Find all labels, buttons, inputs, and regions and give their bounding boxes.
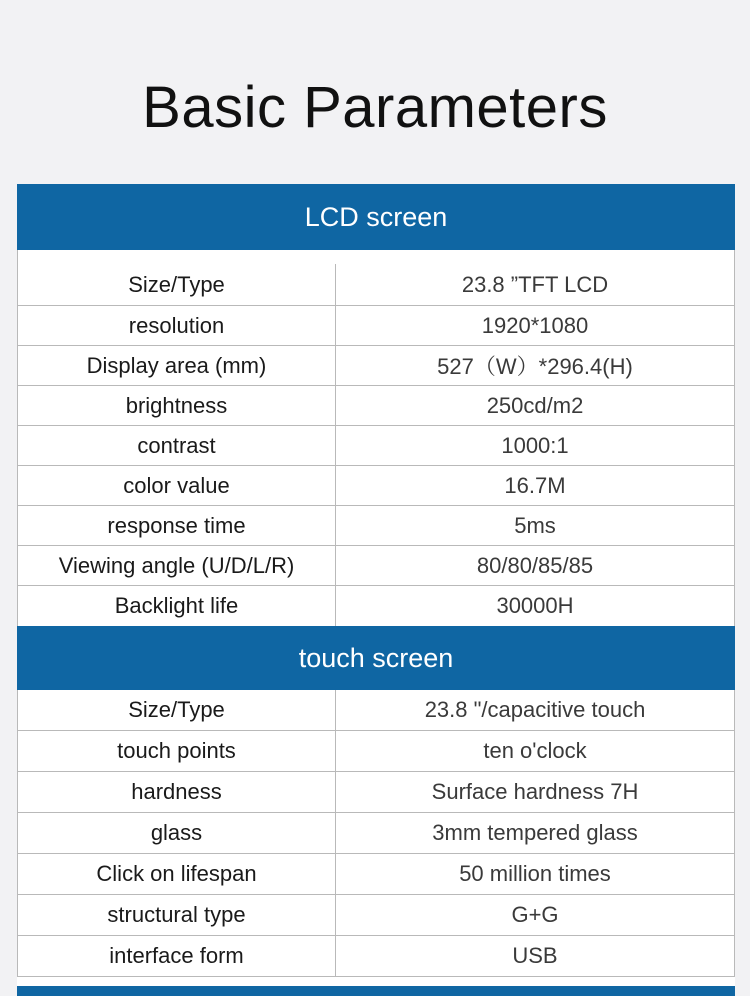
table-row xyxy=(18,386,734,426)
page-title: Basic Parameters xyxy=(142,75,608,140)
param-value: ten o'clock xyxy=(483,738,587,763)
param-label: Size/Type xyxy=(18,690,336,730)
section-header-touch: touch screen xyxy=(17,626,735,690)
param-label: glass xyxy=(18,813,336,853)
table-row xyxy=(18,895,734,936)
table-row xyxy=(18,506,734,546)
table-row xyxy=(18,772,734,813)
touch-parameters xyxy=(17,690,735,977)
param-label: interface form xyxy=(18,936,336,976)
param-label: brightness xyxy=(18,386,336,425)
param-value: G+G xyxy=(511,902,559,927)
param-value: 250cd/m2 xyxy=(486,392,584,418)
table-row xyxy=(18,731,734,772)
table-row xyxy=(18,426,734,466)
param-label: touch points xyxy=(18,731,336,771)
param-label: Click on lifespan xyxy=(18,854,336,894)
param-value: 16.7M xyxy=(504,472,566,498)
parameters-table xyxy=(17,184,735,996)
param-value: 1920*1080 xyxy=(481,312,589,338)
param-label: Viewing angle (U/D/L/R) xyxy=(18,546,336,585)
bottom-accent-bar xyxy=(17,986,735,996)
lcd-parameters xyxy=(17,250,735,626)
param-value: 23.8 ”TFT LCD xyxy=(461,271,609,297)
table-row xyxy=(18,586,734,626)
table-row xyxy=(18,250,734,306)
param-value: 1000:1 xyxy=(501,432,569,458)
table-row xyxy=(18,306,734,346)
param-label: Size/Type xyxy=(18,264,336,305)
table-row xyxy=(18,813,734,854)
table-row xyxy=(18,690,734,731)
section-header-lcd: LCD screen xyxy=(17,184,735,250)
param-label: Backlight life xyxy=(18,586,336,626)
table-row xyxy=(18,936,734,977)
param-value: 3mm tempered glass xyxy=(432,820,638,845)
param-label: hardness xyxy=(18,772,336,812)
param-value: 527（W）*296.4(H) xyxy=(437,354,633,379)
table-row xyxy=(18,546,734,586)
param-value: 50 million times xyxy=(459,861,611,886)
table-row xyxy=(18,466,734,506)
param-value: Surface hardness 7H xyxy=(431,779,639,804)
param-value: USB xyxy=(512,943,558,968)
param-label: color value xyxy=(18,466,336,505)
param-label: contrast xyxy=(18,426,336,465)
param-value: 5ms xyxy=(514,512,556,538)
param-label: Display area (mm) xyxy=(18,346,336,385)
param-label: resolution xyxy=(18,306,336,345)
param-label: structural type xyxy=(18,895,336,935)
param-value: 30000H xyxy=(496,593,574,618)
param-value: 23.8 "/capacitive touch xyxy=(424,697,646,722)
table-row xyxy=(18,854,734,895)
param-label: response time xyxy=(18,506,336,545)
table-row xyxy=(18,346,734,386)
param-value: 80/80/85/85 xyxy=(476,552,594,578)
